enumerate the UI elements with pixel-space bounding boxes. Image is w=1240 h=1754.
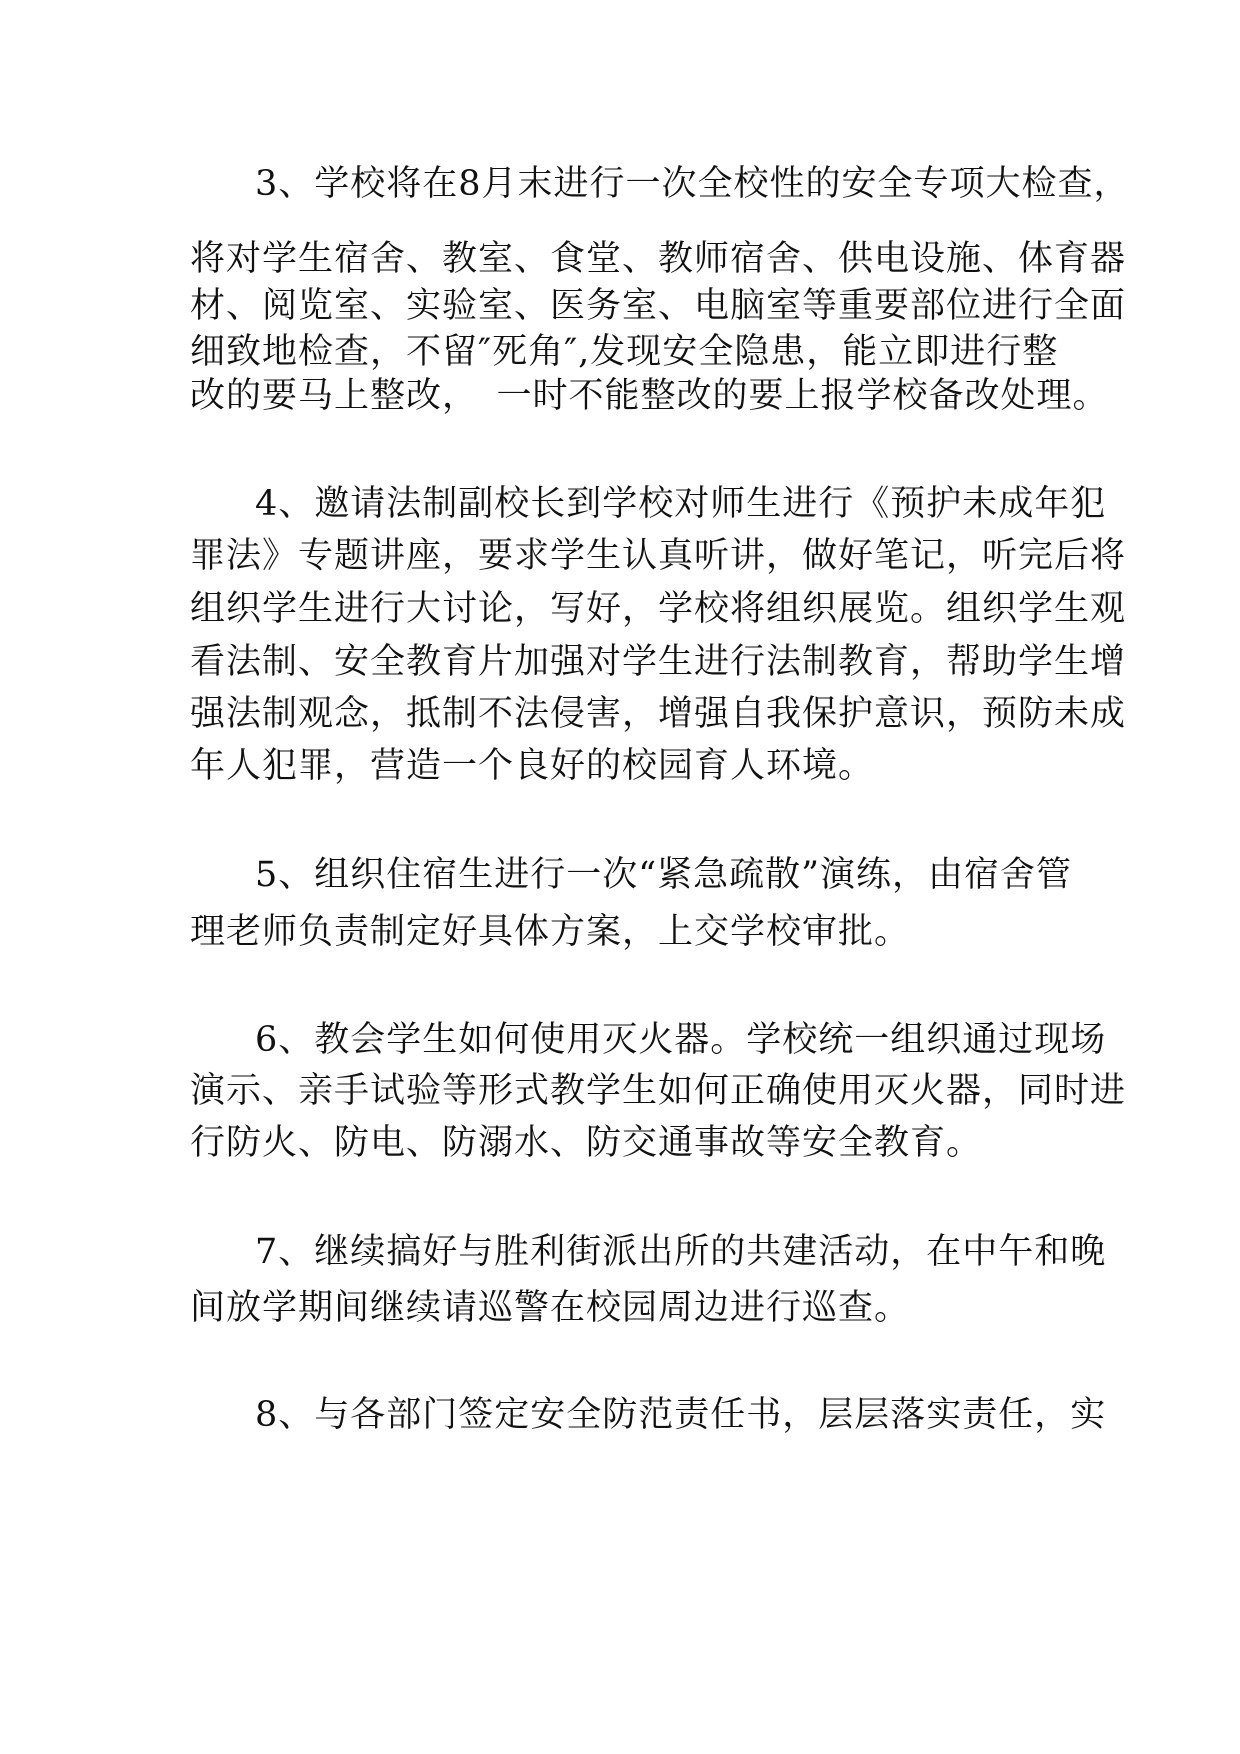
paragraph-4-line-3: 组织学生进行大讨论，写好，学校将组织展览。组织学生观 <box>190 589 1127 629</box>
paragraph-5-line-1: 5、组织住宿生进行一次“紧急疏散”演练，由宿舍管 <box>255 855 1073 895</box>
paragraph-7-line-1: 7、继续搞好与胜利街派出所的共建活动，在中午和晚 <box>255 1232 1107 1272</box>
paragraph-6-line-2: 演示、亲手试验等形式教学生如何正确使用灭火器，同时进 <box>190 1071 1127 1111</box>
paragraph-4-line-4: 看法制、安全教育片加强对学生进行法制教育，帮助学生增 <box>190 642 1127 682</box>
paragraph-3-line-3: 材、阅览室、实验室、医务室、电脑室等重要部位进行全面 <box>190 286 1127 326</box>
paragraph-4-line-5: 强法制观念，抵制不法侵害，增强自我保护意识，预防未成 <box>190 694 1127 734</box>
paragraph-8-line-1: 8、与各部门签定安全防范责任书，层层落实责任，实 <box>255 1395 1107 1435</box>
paragraph-4-line-2: 罪法》专题讲座，要求学生认真听讲，做好笔记，听完后将 <box>190 536 1127 576</box>
paragraph-4-line-6: 年人犯罪，营造一个良好的校园育人环境。 <box>190 746 875 786</box>
paragraph-6-line-3: 行防火、防电、防溺水、防交通事故等安全教育。 <box>190 1123 983 1163</box>
paragraph-3-line-5: 改的要马上整改， 一时不能整改的要上报学校备改处理。 <box>190 376 1109 416</box>
paragraph-3-line-4: 细致地检查，不留″死角″,发现安全隐患，能立即进行整 <box>190 332 1059 372</box>
paragraph-5-line-2: 理老师负责制定好具体方案，上交学校审批。 <box>190 912 911 952</box>
paragraph-3-line-1: 3、学校将在8月末进行一次全校性的安全专项大检查， <box>255 164 1130 204</box>
paragraph-3-line-2: 将对学生宿舍、教室、食堂、教师宿舍、供电设施、体育器 <box>190 239 1127 279</box>
paragraph-6-line-1: 6、教会学生如何使用灭火器。学校统一组织通过现场 <box>255 1020 1107 1060</box>
paragraph-7-line-2: 间放学期间继续请巡警在校园周边进行巡查。 <box>190 1288 911 1328</box>
paragraph-4-line-1: 4、邀请法制副校长到学校对师生进行《预护未成年犯 <box>255 484 1107 524</box>
